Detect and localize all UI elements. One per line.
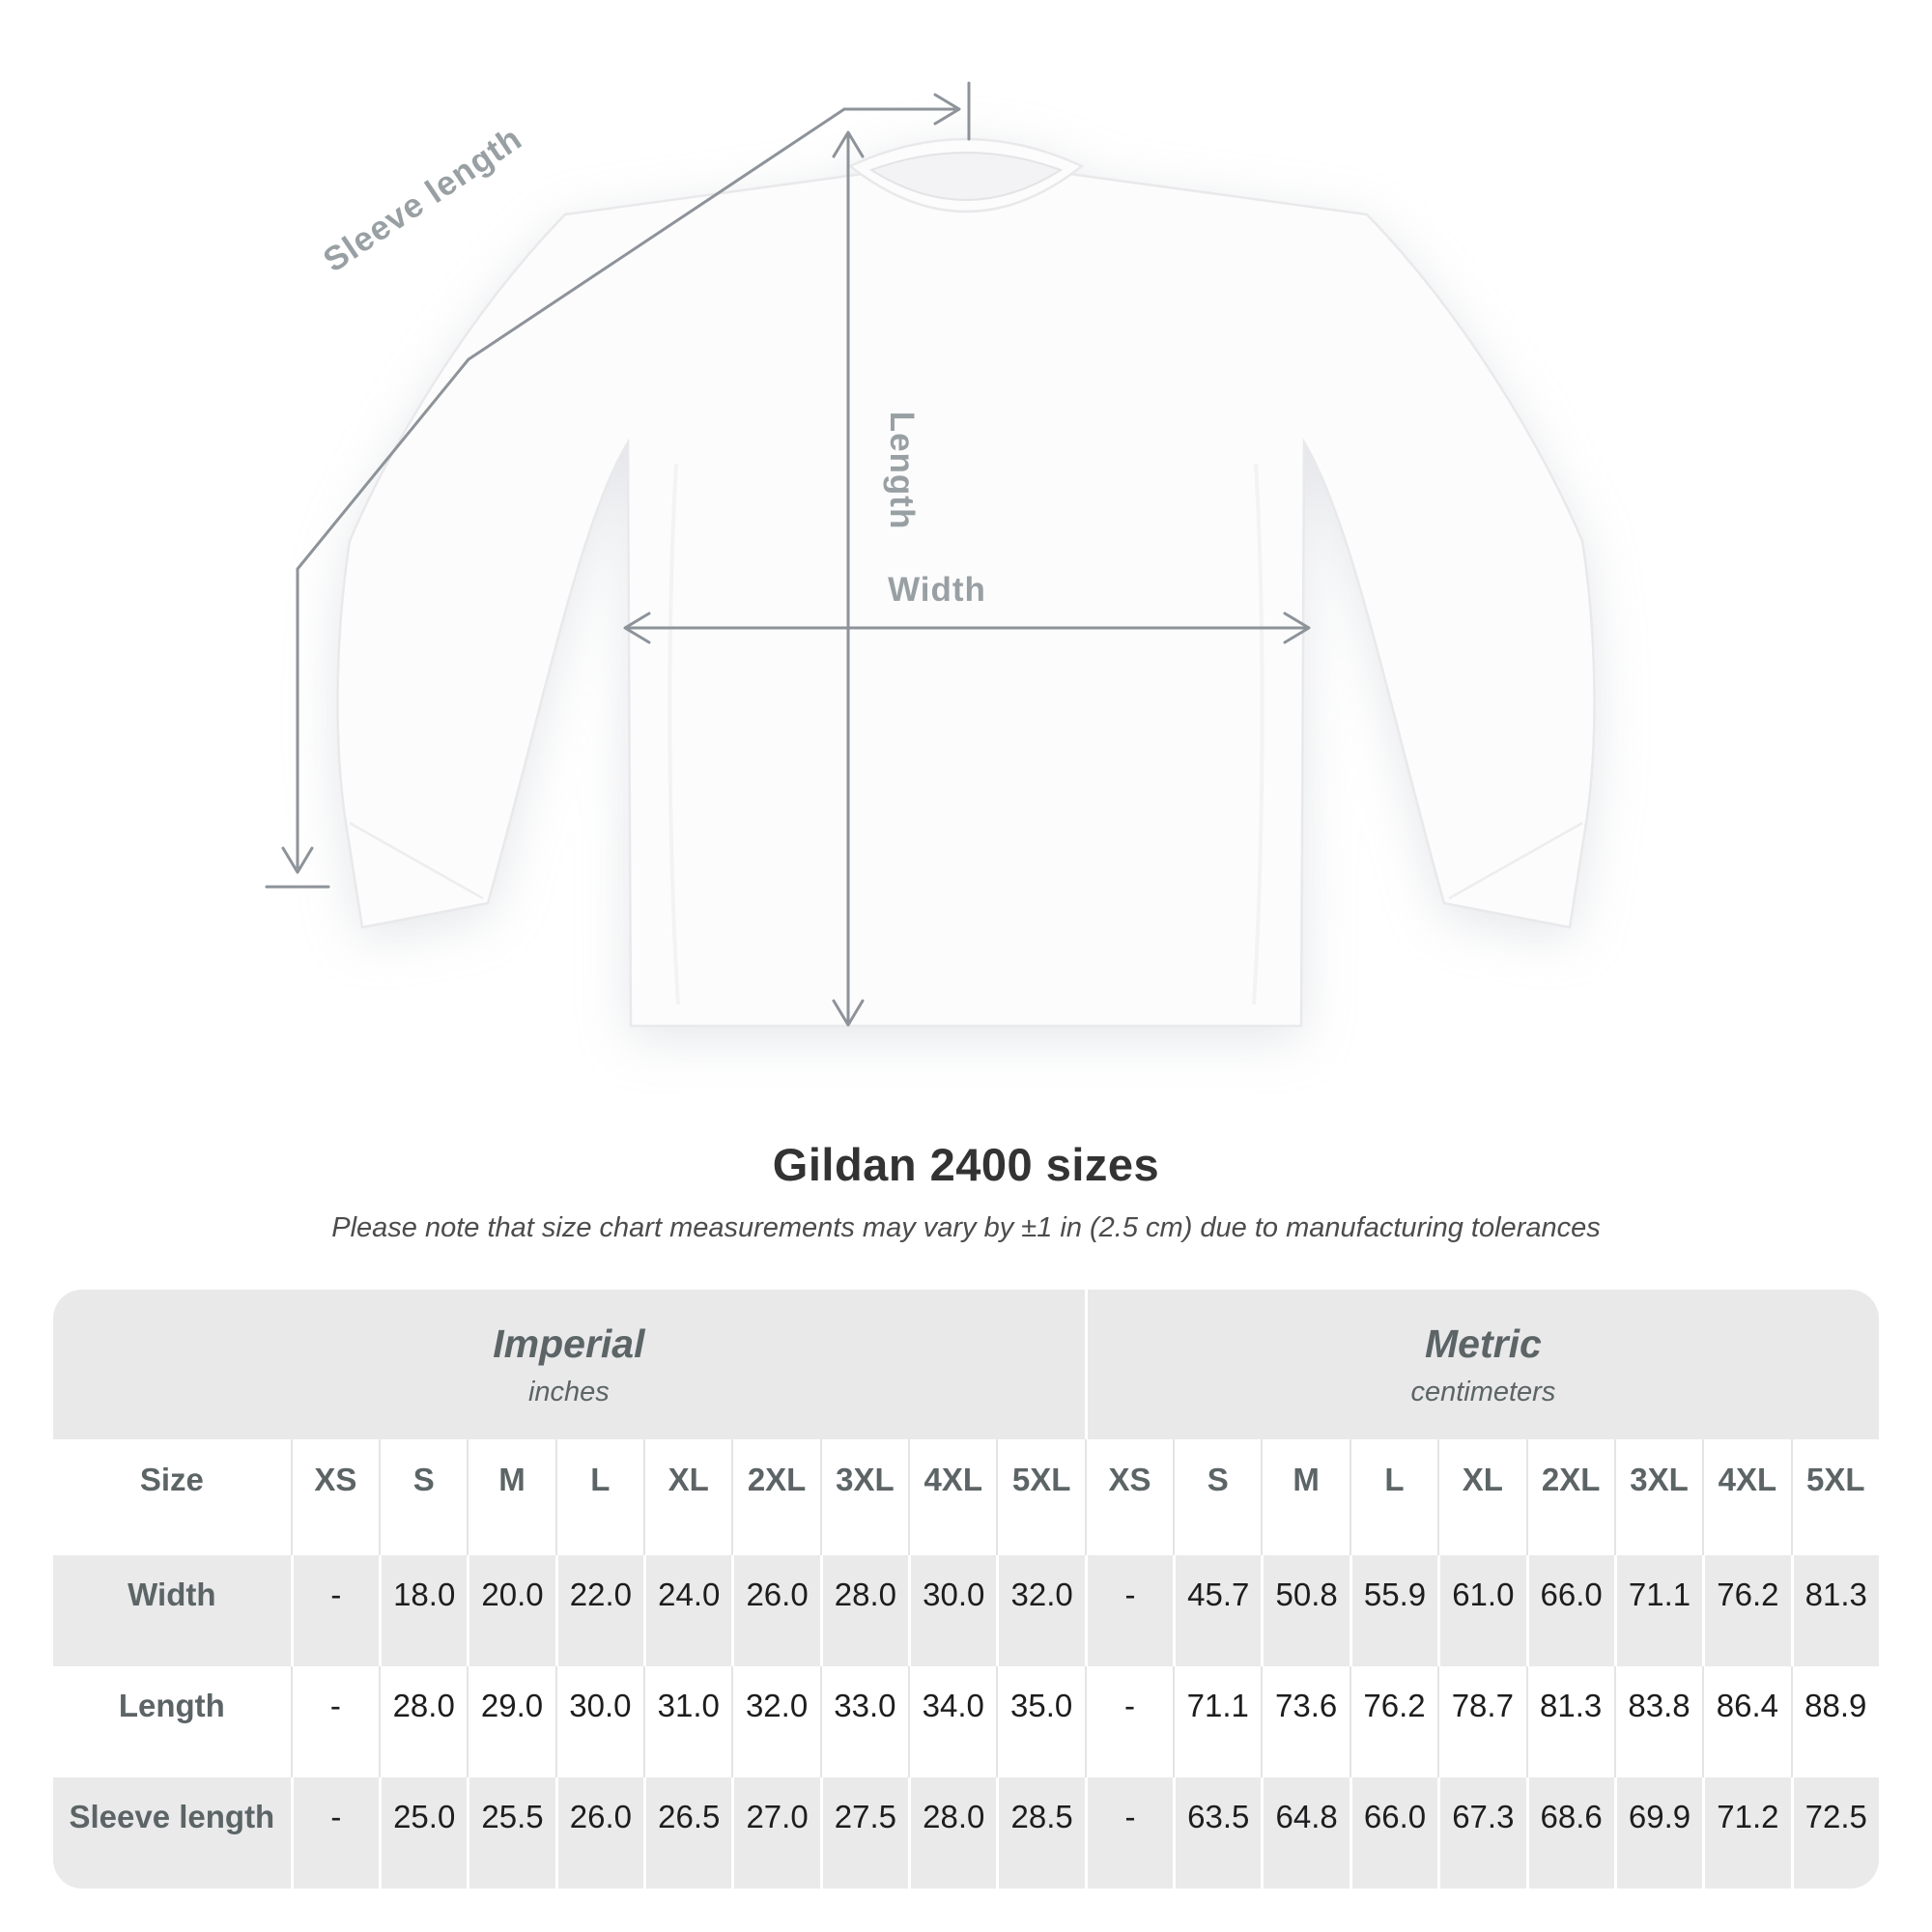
value-sleeve-length-imperial-4xl: 28.0 [908, 1777, 996, 1889]
value-sleeve-length-metric-4xl: 71.2 [1702, 1777, 1790, 1889]
size-col-imperial-xs: XS [291, 1439, 379, 1555]
size-col-imperial-m: M [467, 1439, 554, 1555]
value-length-metric-m: 73.6 [1261, 1666, 1349, 1777]
size-col-imperial-l: L [555, 1439, 643, 1555]
value-width-imperial-xs: - [291, 1555, 379, 1666]
size-col-imperial-5xl: 5XL [996, 1439, 1084, 1555]
value-sleeve-length-metric-xl: 67.3 [1437, 1777, 1525, 1889]
value-sleeve-length-imperial-3xl: 27.5 [820, 1777, 908, 1889]
imperial-unit-label: inches [527, 1376, 610, 1407]
value-sleeve-length-imperial-s: 25.0 [379, 1777, 467, 1889]
value-width-imperial-3xl: 28.0 [820, 1555, 908, 1666]
tolerance-note: Please note that size chart measurements may vary by ±1 in (2.5 cm) due to manufacturing tolerances [331, 1212, 1601, 1243]
value-sleeve-length-imperial-xs: - [291, 1777, 379, 1889]
unit-group-row [53, 1290, 1879, 1439]
size-col-imperial-3xl: 3XL [820, 1439, 908, 1555]
value-length-imperial-xs: - [291, 1666, 379, 1777]
size-table-grid [53, 1290, 1879, 1889]
value-width-imperial-5xl: 32.0 [996, 1555, 1084, 1666]
size-col-metric-5xl: 5XL [1791, 1439, 1879, 1555]
size-col-metric-xs: XS [1085, 1439, 1173, 1555]
value-width-imperial-m: 20.0 [467, 1555, 554, 1666]
value-width-metric-4xl: 76.2 [1702, 1555, 1790, 1666]
size-col-metric-4xl: 4XL [1702, 1439, 1790, 1555]
value-width-imperial-4xl: 30.0 [908, 1555, 996, 1666]
value-length-metric-l: 76.2 [1350, 1666, 1437, 1777]
value-width-metric-l: 55.9 [1350, 1555, 1437, 1666]
size-col-imperial-4xl: 4XL [908, 1439, 996, 1555]
size-col-metric-2xl: 2XL [1526, 1439, 1614, 1555]
size-col-imperial-xl: XL [643, 1439, 731, 1555]
width-label: Width [888, 571, 986, 609]
value-sleeve-length-imperial-2xl: 27.0 [731, 1777, 819, 1889]
value-width-imperial-s: 18.0 [379, 1555, 467, 1666]
value-length-metric-2xl: 81.3 [1526, 1666, 1614, 1777]
value-width-metric-m: 50.8 [1261, 1555, 1349, 1666]
row-length [53, 1666, 1879, 1777]
imperial-label: Imperial [493, 1321, 645, 1366]
value-length-imperial-xl: 31.0 [643, 1666, 731, 1777]
value-length-imperial-m: 29.0 [467, 1666, 554, 1777]
sleeve-length-label: Sleeve length [316, 119, 529, 280]
value-length-imperial-2xl: 32.0 [731, 1666, 819, 1777]
value-sleeve-length-metric-2xl: 68.6 [1526, 1777, 1614, 1889]
value-length-metric-xs: - [1085, 1666, 1173, 1777]
value-length-imperial-s: 28.0 [379, 1666, 467, 1777]
value-width-metric-xl: 61.0 [1437, 1555, 1525, 1666]
size-table [53, 1290, 1879, 1889]
value-width-imperial-xl: 24.0 [643, 1555, 731, 1666]
value-width-metric-s: 45.7 [1173, 1555, 1261, 1666]
value-width-metric-xs: - [1085, 1555, 1173, 1666]
metric-unit-label: centimeters [1410, 1376, 1556, 1407]
size-col-imperial-s: S [379, 1439, 467, 1555]
value-length-metric-3xl: 83.8 [1614, 1666, 1702, 1777]
size-corner-label: Size [53, 1439, 291, 1555]
row-label-width: Width [53, 1555, 291, 1666]
size-col-metric-m: M [1261, 1439, 1349, 1555]
value-sleeve-length-metric-m: 64.8 [1261, 1777, 1349, 1889]
value-sleeve-length-imperial-m: 25.5 [467, 1777, 554, 1889]
value-length-imperial-l: 30.0 [555, 1666, 643, 1777]
size-col-metric-l: L [1350, 1439, 1437, 1555]
value-sleeve-length-imperial-l: 26.0 [555, 1777, 643, 1889]
value-width-metric-5xl: 81.3 [1791, 1555, 1879, 1666]
value-width-metric-3xl: 71.1 [1614, 1555, 1702, 1666]
value-length-metric-xl: 78.7 [1437, 1666, 1525, 1777]
size-col-metric-xl: XL [1437, 1439, 1525, 1555]
value-length-imperial-4xl: 34.0 [908, 1666, 996, 1777]
row-width [53, 1555, 1879, 1666]
size-col-imperial-2xl: 2XL [731, 1439, 819, 1555]
value-sleeve-length-metric-s: 63.5 [1173, 1777, 1261, 1889]
value-sleeve-length-imperial-5xl: 28.5 [996, 1777, 1084, 1889]
value-sleeve-length-imperial-xl: 26.5 [643, 1777, 731, 1889]
length-label: Length [883, 411, 921, 530]
value-sleeve-length-metric-l: 66.0 [1350, 1777, 1437, 1889]
value-length-metric-s: 71.1 [1173, 1666, 1261, 1777]
size-col-metric-s: S [1173, 1439, 1261, 1555]
value-length-imperial-5xl: 35.0 [996, 1666, 1084, 1777]
value-width-imperial-l: 22.0 [555, 1555, 643, 1666]
unit-group-metric [1085, 1290, 1879, 1439]
row-sleeve-length [53, 1777, 1879, 1889]
value-width-metric-2xl: 66.0 [1526, 1555, 1614, 1666]
metric-label: Metric [1425, 1321, 1542, 1366]
page-title: Gildan 2400 sizes [772, 1139, 1160, 1190]
value-length-metric-5xl: 88.9 [1791, 1666, 1879, 1777]
size-header-row [53, 1439, 1879, 1555]
row-label-sleeve-length: Sleeve length [53, 1777, 291, 1889]
size-col-metric-3xl: 3XL [1614, 1439, 1702, 1555]
row-label-length: Length [53, 1666, 291, 1777]
value-sleeve-length-metric-3xl: 69.9 [1614, 1777, 1702, 1889]
value-sleeve-length-metric-5xl: 72.5 [1791, 1777, 1879, 1889]
value-sleeve-length-metric-xs: - [1085, 1777, 1173, 1889]
value-length-imperial-3xl: 33.0 [820, 1666, 908, 1777]
value-length-metric-4xl: 86.4 [1702, 1666, 1790, 1777]
value-width-imperial-2xl: 26.0 [731, 1555, 819, 1666]
unit-group-imperial [53, 1290, 1085, 1439]
